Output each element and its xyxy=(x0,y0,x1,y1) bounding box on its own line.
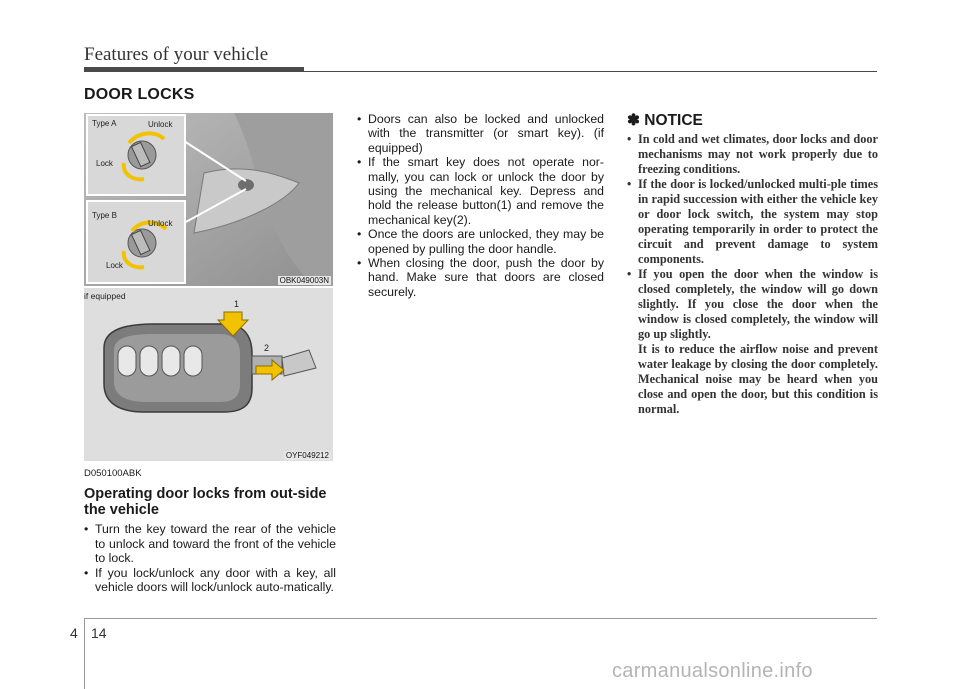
callout-1: 1 xyxy=(234,299,240,309)
list-item: • In cold and wet climates, door locks and door mechanisms may not work properly due to freezing conditions. xyxy=(627,132,878,177)
left-column-text xyxy=(84,467,336,594)
notice-box xyxy=(627,112,878,417)
running-header-title: Features of your vehicle xyxy=(84,44,269,65)
figure-code: OBK049003N xyxy=(279,276,329,285)
footer-divider xyxy=(84,618,85,689)
list-item xyxy=(627,267,878,417)
section-number: 4 xyxy=(70,625,78,641)
callout-2: 2 xyxy=(264,343,270,353)
type-a-label: Type A xyxy=(92,119,117,128)
type-b-label: Type B xyxy=(92,211,117,220)
smart-key-drawing xyxy=(84,288,333,461)
list-item: • Once the doors are unlocked, they may be opened by pulling the door handle. xyxy=(357,227,604,256)
lock-label-b: Lock xyxy=(106,261,123,270)
list-item: • If the smart key does not operate nor-mally, you can lock or unlock the door by using the mechanical key. Depress and hold the release button(1) and remove the mechanical key(2). xyxy=(357,155,604,227)
reference-code: D050100ABK xyxy=(84,468,142,479)
bullet-list xyxy=(84,522,336,594)
footer-rule xyxy=(84,618,877,619)
lock-label-a: Lock xyxy=(96,159,113,168)
header-rule xyxy=(84,71,877,72)
notice-paragraph: • If you open the door when the window is closed completely, the window will go down slightly. If you close the door when the window is closed completely, the window will go up slightly. xyxy=(638,267,878,341)
list-item: • If the door is locked/unlocked multi-ple times in rapid succession with either the vehicle key or door lock switch, the system may stop operating temporarily in order to protect the circuit and prevent damage to system components. xyxy=(627,177,878,267)
smart-key-illustration xyxy=(84,288,333,461)
list-item: • Turn the key toward the rear of the vehicle to unlock and toward the front of the vehicle to lock. xyxy=(84,522,336,565)
notice-list xyxy=(627,132,878,417)
door-handle-illustration xyxy=(84,113,333,286)
section-title: DOOR LOCKS xyxy=(84,86,195,103)
if-equipped-caption: if equipped xyxy=(84,291,126,301)
list-item: • If you lock/unlock any door with a key, all vehicle doors will lock/unlock auto-matically. xyxy=(84,566,336,595)
notice-title: ✽ NOTICE xyxy=(627,112,703,129)
bullet-list xyxy=(357,112,604,299)
middle-column-text xyxy=(357,112,604,299)
figure-code: OYF049212 xyxy=(285,451,329,460)
list-item: • Doors can also be locked and unlocked with the transmitter (or smart key). (if equipped) xyxy=(357,112,604,155)
subsection-heading: Operating door locks from out-side the vehicle xyxy=(84,486,327,519)
page-number: 14 xyxy=(91,625,107,641)
unlock-label-a: Unlock xyxy=(148,120,173,129)
unlock-label-b: Unlock xyxy=(148,219,173,228)
notice-paragraph: It is to reduce the airflow noise and prevent water leakage by closing the door completely. Mechanical noise may be heard when you close and open the door, but this condition is normal. xyxy=(638,342,878,416)
list-item: • When closing the door, push the door by hand. Make sure that doors are closed securely. xyxy=(357,256,604,299)
watermark-text: carmanualsonline.info xyxy=(612,660,813,682)
